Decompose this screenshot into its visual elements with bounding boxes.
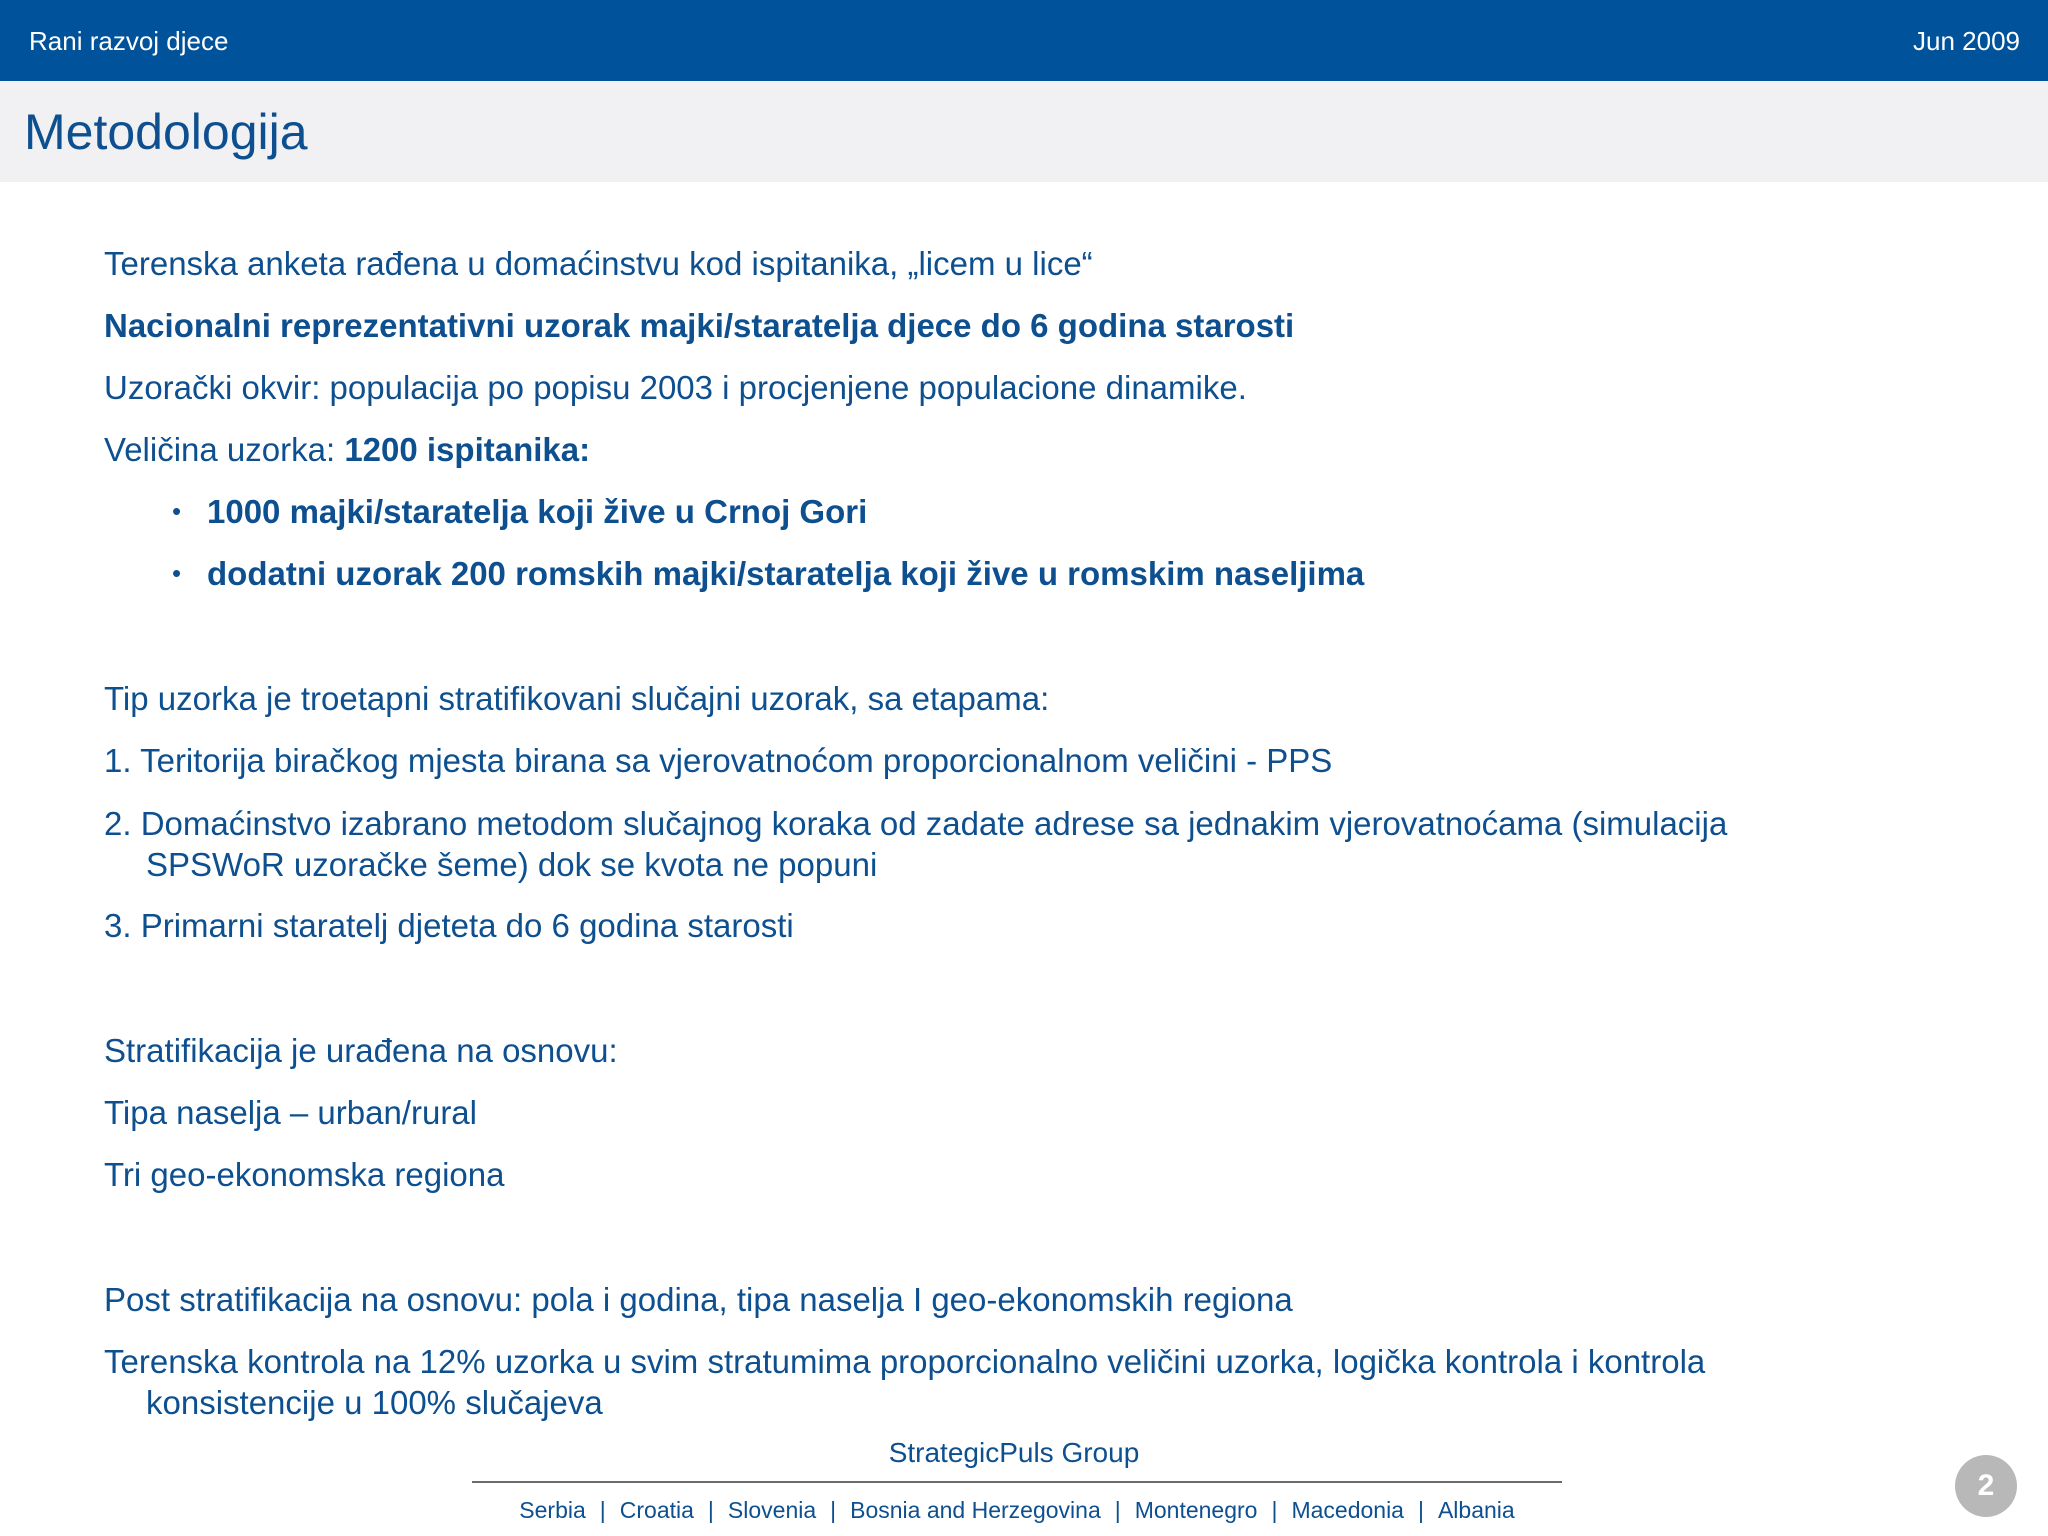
separator: | [1417,1497,1424,1523]
country-macedonia: Macedonia [1291,1497,1404,1523]
stratification-regions: Tri geo-ekonomska regiona [104,1156,505,1193]
bullet-icon: • [172,496,182,526]
country-croatia: Croatia [619,1497,694,1523]
bullet-icon: • [172,558,182,588]
header-bar [0,0,2048,81]
bullet-item-1: 1000 majki/staratelja koji žive u Crnoj Gori [207,493,868,530]
sample-type-line: Tip uzorka je troetapni stratifikovani slučajni uzorak, sa etapama: [104,680,1050,717]
field-control-line-1: Terenska kontrola na 12% uzorka u svim stratumima proporcionalno veličini uzorka, logička kontrola i kontrola [104,1343,1706,1380]
slide-title-bar [0,81,2048,182]
separator: | [1271,1497,1278,1523]
stage-2-line-1: 2. Domaćinstvo izabrano metodom slučajnog koraka od zadate adrese sa jednakim vjerovatnoćama (simulacija [104,805,1728,842]
separator: | [599,1497,606,1523]
country-montenegro: Montenegro [1134,1497,1258,1523]
stage-2-line-2: SPSWoR uzoračke šeme) dok se kvota ne popuni [146,846,878,883]
country-albania: Albania [1437,1497,1515,1523]
footer-country-list [472,1497,1562,1524]
methodology-line-3: Uzorački okvir: populacija po popisu 2003 i procjenjene populacione dinamike. [104,369,1247,406]
country-slovenia: Slovenia [727,1497,817,1523]
slide-title: Metodologija [24,104,308,160]
separator: | [707,1497,714,1523]
country-bosnia: Bosnia and Herzegovina [850,1497,1101,1523]
stratification-settlement-type: Tipa naselja – urban/rural [104,1094,477,1131]
stage-3: 3. Primarni staratelj djeteta do 6 godina starosti [104,907,794,944]
field-control-line-2: konsistencije u 100% slučajeva [146,1384,603,1421]
presentation-title: Rani razvoj djece [29,26,229,56]
stage-1: 1. Teritorija biračkog mjesta birana sa vjerovatnoćom proporcionalnom veličini - PPS [104,742,1333,779]
country-serbia: Serbia [519,1497,586,1523]
sample-size-label: Veličina uzorka: [104,431,345,468]
page-number-badge: 2 [1955,1455,2017,1517]
separator: | [830,1497,837,1523]
separator: | [1114,1497,1121,1523]
methodology-line-1: Terenska anketa rađena u domaćinstvu kod ispitanika, „licem u lice“ [104,245,1093,282]
footer-divider [472,1481,1562,1483]
sample-size-line [104,429,590,470]
sample-size-value: 1200 ispitanika: [344,431,591,468]
stratification-line: Stratifikacija je urađena na osnovu: [104,1032,618,1069]
footer-company: StrategicPuls Group [888,1437,1140,1468]
methodology-line-2: Nacionalni reprezentativni uzorak majki/staratelja djece do 6 godina starosti [104,307,1295,344]
bullet-item-2: dodatni uzorak 200 romskih majki/staratelja koji žive u romskim naseljima [207,555,1365,592]
presentation-date: Jun 2009 [1913,26,2020,56]
post-stratification-line: Post stratifikacija na osnovu: pola i godina, tipa naselja I geo-ekonomskih regiona [104,1281,1293,1318]
